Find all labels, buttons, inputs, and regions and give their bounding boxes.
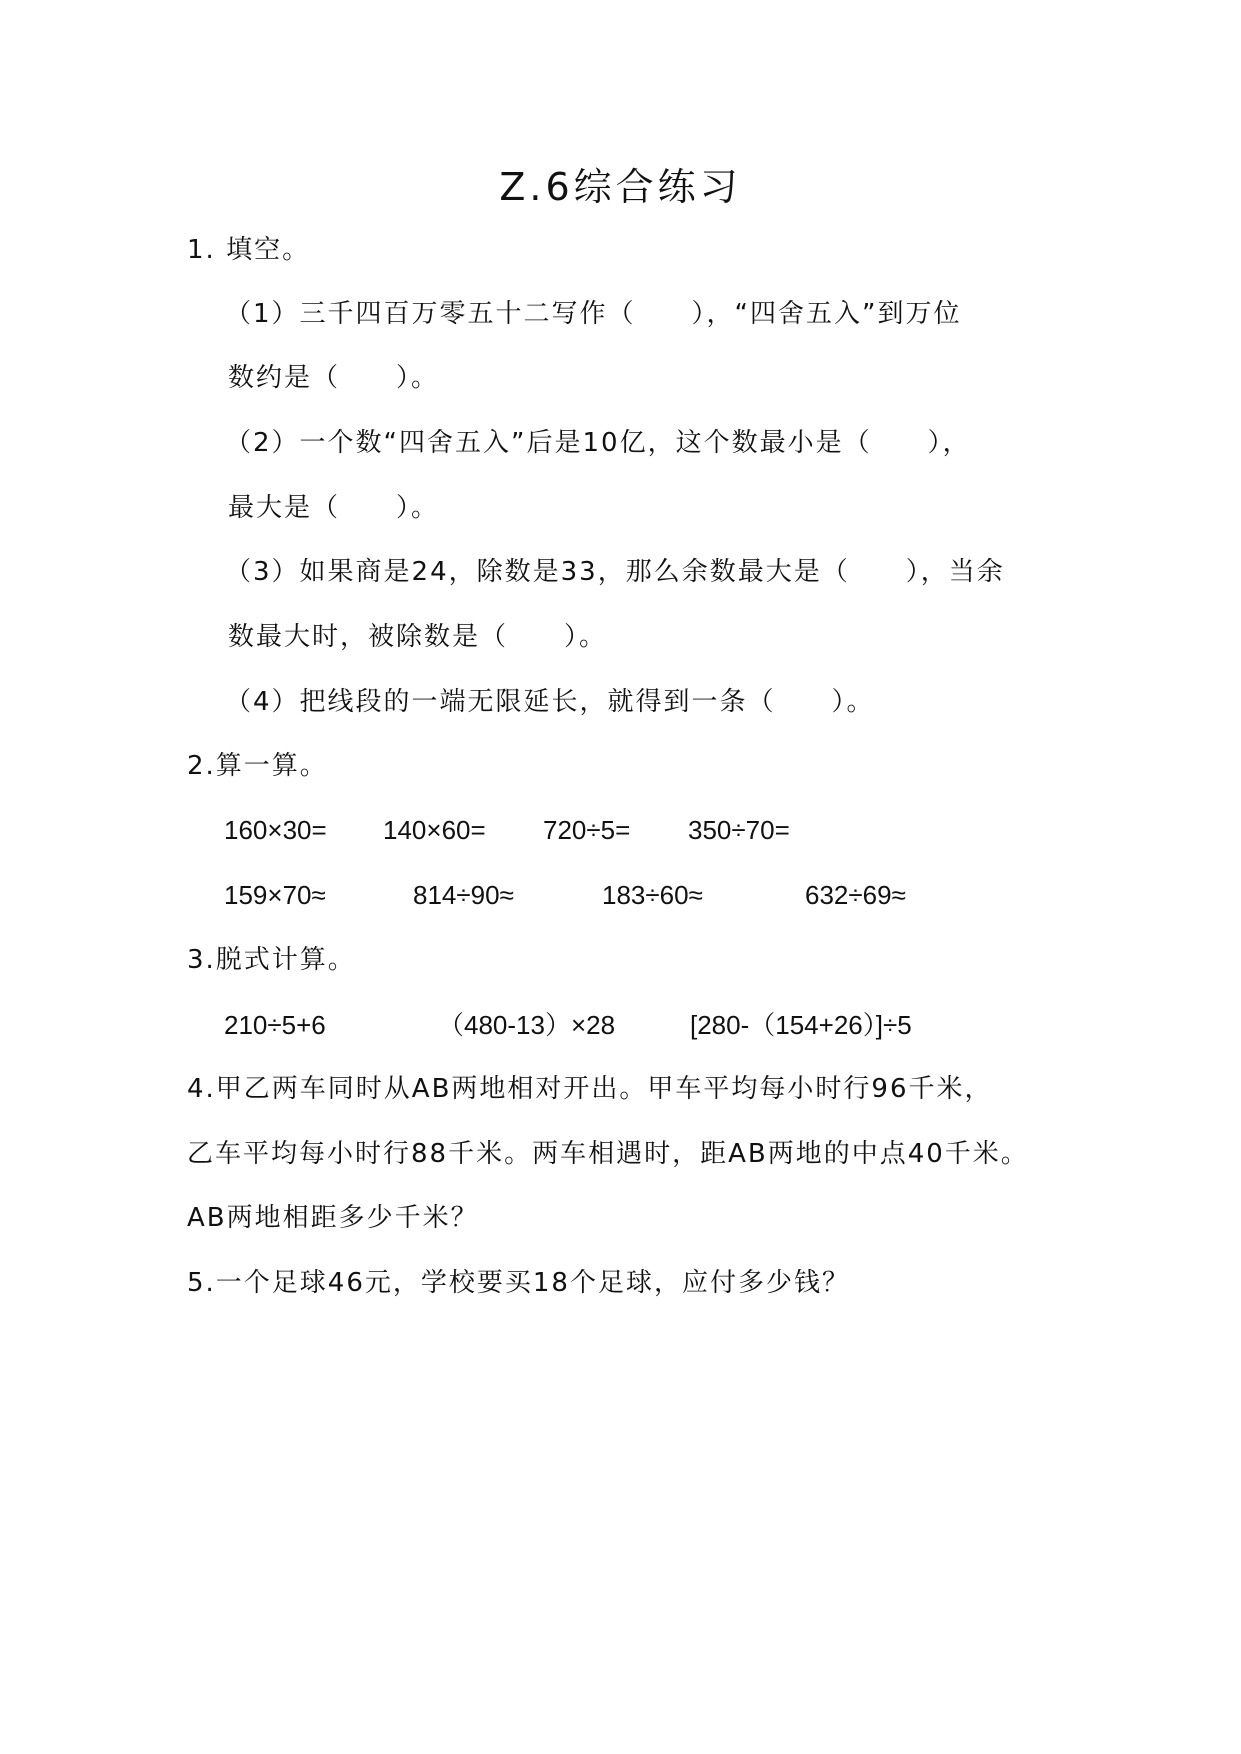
q2-expr-1: 160×30= bbox=[224, 815, 327, 845]
q5-text: 5.一个足球46元，学校要买18个足球，应付多少钱？ bbox=[187, 1268, 850, 1298]
q2-heading: 2.算一算。 bbox=[187, 751, 328, 781]
q2-expr-8: 632÷69≈ bbox=[805, 880, 906, 910]
q1-item-1-line2: 数约是（ ）。 bbox=[228, 363, 440, 393]
q1-item-1-line1: （1）三千四百万零五十二写作（ ），“四舍五入”到万位 bbox=[225, 299, 962, 329]
q3-heading: 3.脱式计算。 bbox=[187, 945, 356, 975]
page-title: Z.6综合练习 bbox=[499, 165, 742, 209]
q2-expr-7: 183÷60≈ bbox=[602, 880, 703, 910]
q4-line-1: 4.甲乙两车同时从AB两地相对开出。甲车平均每小时行96千米， bbox=[187, 1074, 993, 1104]
q4-line-2: 乙车平均每小时行88千米。两车相遇时，距AB两地的中点40千米。 bbox=[187, 1139, 1029, 1169]
q2-expr-4: 350÷70= bbox=[688, 815, 790, 845]
q2-expr-3: 720÷5= bbox=[543, 815, 631, 845]
q1-item-3-line1: （3）如果商是24，除数是33，那么余数最大是（ ），当余 bbox=[225, 557, 1005, 587]
q3-expr-3: [280-（154+26）]÷5 bbox=[690, 1010, 912, 1040]
q1-item-2-line1: （2）一个数“四舍五入”后是10亿，这个数最小是（ ）， bbox=[225, 428, 971, 458]
q1-item-4: （4）把线段的一端无限延长，就得到一条（ ）。 bbox=[225, 687, 875, 717]
q4-line-3: AB两地相距多少千米？ bbox=[187, 1203, 479, 1233]
q3-expr-2: （480-13）×28 bbox=[438, 1010, 616, 1040]
q1-item-2-line2: 最大是（ ）。 bbox=[228, 493, 440, 523]
q2-expr-6: 814÷90≈ bbox=[413, 880, 514, 910]
q1-heading: 1. 填空。 bbox=[187, 235, 311, 265]
q3-expr-1: 210÷5+6 bbox=[224, 1010, 326, 1040]
q2-expr-2: 140×60= bbox=[383, 815, 486, 845]
q1-item-3-line2: 数最大时，被除数是（ ）。 bbox=[228, 622, 608, 652]
q2-expr-5: 159×70≈ bbox=[224, 880, 326, 910]
